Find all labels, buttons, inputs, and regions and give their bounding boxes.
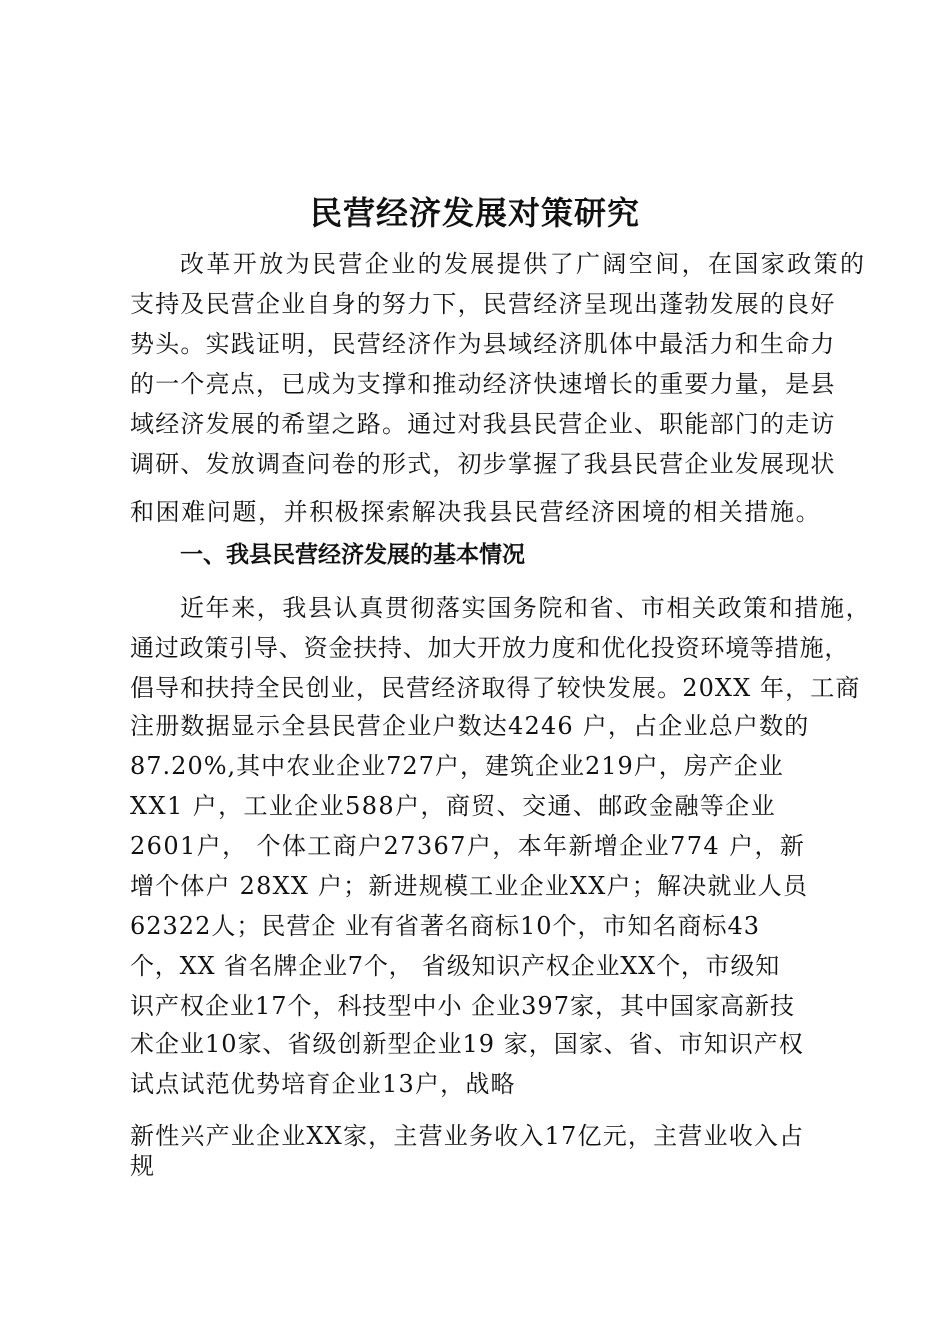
continuation-line: 规 <box>130 1152 156 1180</box>
section-line: 近年来，我县认真贯彻落实国务院和省、市相关政策和措施， <box>180 594 872 622</box>
continuation-line: 新性兴产业企业XX家，主营业务收入17亿元，主营业收入占 <box>130 1122 805 1150</box>
intro-line: 支持及民营企业自身的努力下，民营经济呈现出蓬勃发展的良好 <box>130 290 836 318</box>
section-line: 增个体户 28XX 户；新进规模工业企业XX户；解决就业人员 <box>130 872 809 900</box>
section-line: 通过政策引导、资金扶持、加大开放力度和优化投资环境等措施， <box>130 634 850 662</box>
section-line: 87.20%,其中农业企业727户，建筑企业219户，房产企业 <box>130 752 784 780</box>
section-line: 注册数据显示全县民营企业户数达4246 户，占企业总户数的 <box>130 712 810 740</box>
section-heading: 一、我县民营经济发展的基本情况 <box>180 542 525 568</box>
section-line: XX1 户，工业企业588户，商贸、交通、邮政金融等企业 <box>130 792 777 820</box>
intro-line: 势头。实践证明，民营经济作为县域经济肌体中最活力和生命力 <box>130 330 836 358</box>
section-line: 个，XX 省名牌企业7个， 省级知识产权企业XX个，市级知 <box>130 952 781 980</box>
section-line: 62322人；民营企 业有省著名商标10个，市知名商标43 <box>130 912 761 940</box>
intro-line: 改革开放为民营企业的发展提供了广阔空间，在国家政策的 <box>180 250 867 278</box>
section-line: 识产权企业17个，科技型中小 企业397家，其中国家高新技 <box>130 992 795 1020</box>
intro-line: 域经济发展的希望之路。通过对我县民营企业、职能部门的走访 <box>130 410 836 438</box>
section-line: 试点试范优势培育企业13户，战略 <box>130 1070 516 1098</box>
section-line: 倡导和扶持全民创业，民营经济取得了较快发展。20XX 年，工商 <box>130 674 861 702</box>
intro-line: 的一个亮点，已成为支撑和推动经济快速增长的重要力量，是县 <box>130 370 836 398</box>
intro-line: 和困难问题，并积极探索解决我县民营经济困境的相关措施。 <box>130 498 822 526</box>
document-title: 民营经济发展对策研究 <box>309 194 640 232</box>
section-line: 2601户， 个体工商户27367户，本年新增企业774 户，新 <box>130 832 806 860</box>
intro-line: 调研、发放调查问卷的形式，初步掌握了我县民营企业发展现状 <box>130 450 836 478</box>
section-line: 术企业10家、省级创新型企业19 家，国家、省、市知识产权 <box>130 1030 804 1058</box>
